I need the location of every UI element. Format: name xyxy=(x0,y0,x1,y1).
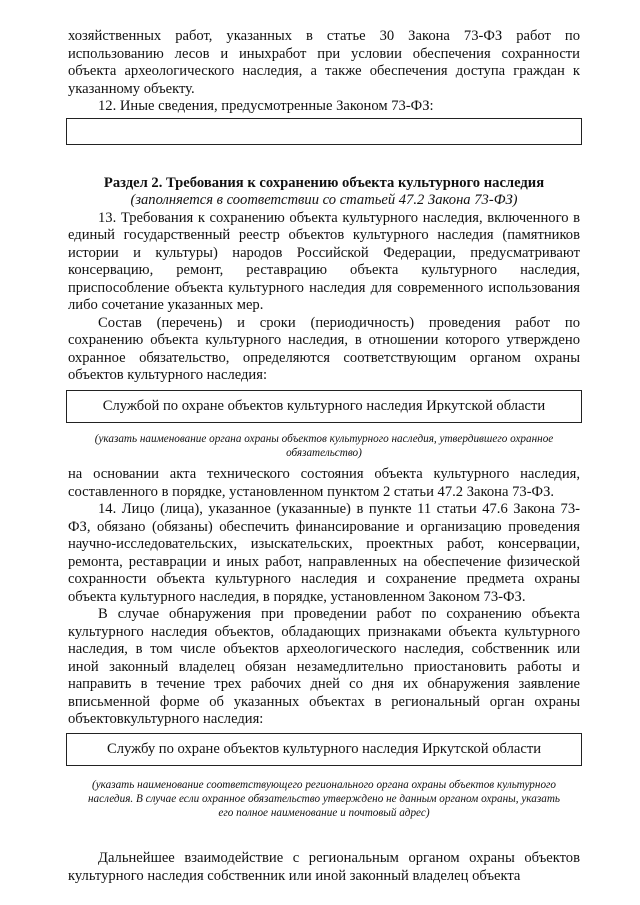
section-2-title: Раздел 2. Требования к сохранению объекта культурного наследия xyxy=(103,174,545,191)
item-14-paragraph: 14. Лицо (лица), указанное (указанные) в пункте 11 статьи 47.6 Закона 73-ФЗ, обязано (обязаны) обеспечить финансирование и организацию проведения научно-исследовательских, изыскательских, проектных работ, консервации, ремонта, реставрации и иных работ, направленных на обеспечение физической сохранности объекта культурного наследия и сохранение предмета охраны объекта культурного наследия, в порядке, установленном Законом 73-ФЗ. xyxy=(68,501,580,605)
item-12-label: 12. Иные сведения, предусмотренные Законом 73-ФЗ: xyxy=(98,98,434,114)
item-13-paragraph: 13. Требования к сохранению объекта культурного наследия, включенного в единый государственный реестр объектов культурного наследия (памятников истории и культуры) народов Российской Федерации, предусматривают консервацию, ремонт, реставрацию объекта культурного наследия, приспособление объекта культурного наследия для современного использования либо сочетание указанных мер. xyxy=(68,209,580,313)
organ-note-1: (указать наименование органа охраны объектов культурного наследия, утвердившего охранное обязательство) xyxy=(94,433,554,459)
top-paragraph: хозяйственных работ, указанных в статье 30 Закона 73-ФЗ работ по использованию лесов и иныхработ при условии обеспечения сохранности объекта археологического наследия, а также обеспечения доступа граждан к указанному объекту. xyxy=(68,28,580,97)
document-page xyxy=(68,28,580,885)
organ-field-2[interactable]: Службу по охране объектов культурного наследия Иркутской области xyxy=(66,733,582,767)
basis-paragraph: на основании акта технического состояния объекта культурного наследия, составленного в порядке, установленном пунктом 2 статьи 47.2 Закона 73-ФЗ. xyxy=(68,466,580,500)
item-12-field[interactable] xyxy=(66,118,582,145)
section-2-subtitle: (заполняется в соответствии со статьей 47.2 Закона 73-ФЗ) xyxy=(130,192,518,208)
composition-paragraph: Состав (перечень) и сроки (периодичность) проведения работ по сохранению объекта культурного наследия, в отношении которого утверждено охранное обязательство, определяются соответствующим органом охраны объектов культурного наследия: xyxy=(68,314,580,383)
discovery-paragraph: В случае обнаружения при проведении работ по сохранению объекта культурного наследия объектов, обладающих признаками объекта культурного наследия, в том числе объектов археологического наследия, собственник или иной законный владелец обязан незамедлительно приостановить работы и направить в течение трех рабочих дней со дня их обнаружения заявление вписьменной форме об указанных объектах в региональный орган охраны объектовкультурного наследия: xyxy=(68,606,580,727)
final-paragraph: Дальнейшее взаимодействие с региональным органом охраны объектов культурного наследия собственник или иной законный владелец объекта xyxy=(68,850,580,884)
organ-field-1[interactable]: Службой по охране объектов культурного наследия Иркутской области xyxy=(66,390,582,424)
organ-note-2: (указать наименование соответствующего регионального органа охраны объектов культурного наследия. В случае если охранное обязательство утверждено не данным органом охраны, указать его полное наименование и почтовый адрес) xyxy=(87,779,560,819)
